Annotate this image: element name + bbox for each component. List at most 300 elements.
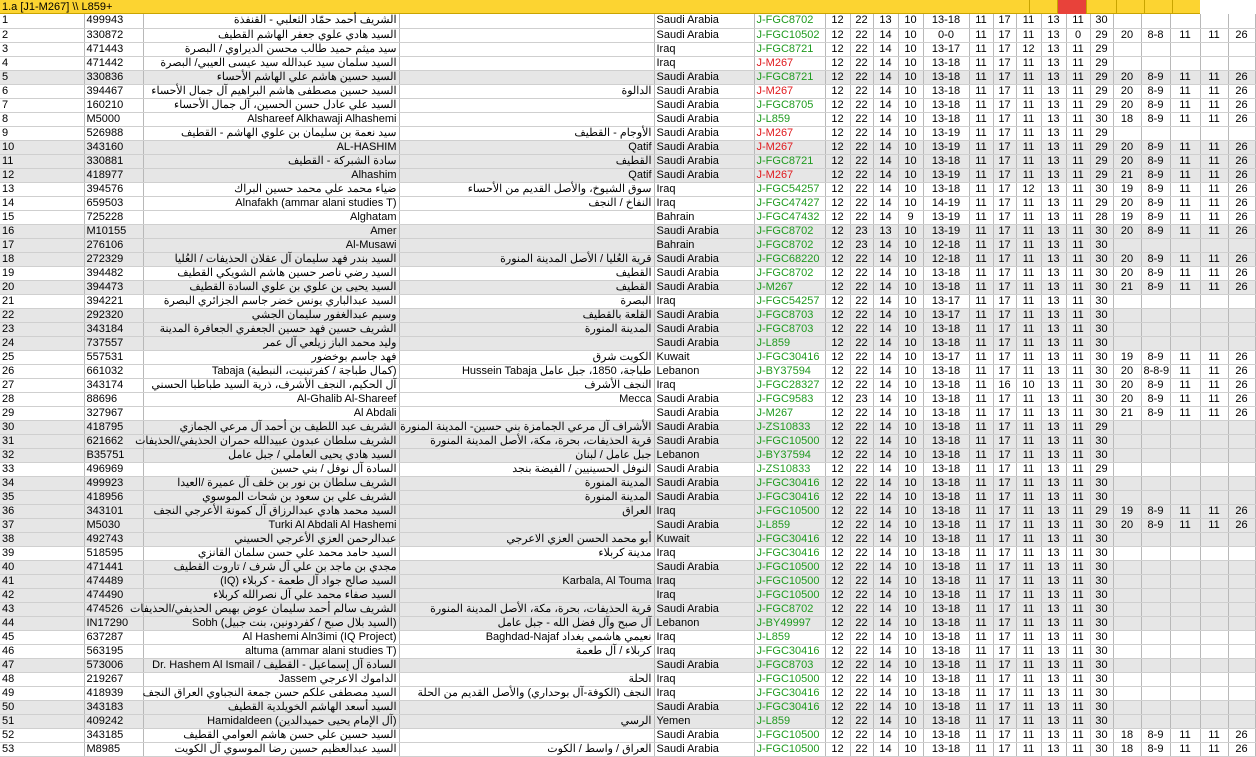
marker-value-cell[interactable]: 11 (969, 294, 993, 308)
marker-value-cell[interactable]: 17 (993, 602, 1016, 616)
marker-value-cell[interactable]: 13-18 (923, 70, 969, 84)
row-number-cell[interactable]: 17 (0, 238, 84, 252)
table-row[interactable] (0, 728, 1255, 742)
marker-value-cell[interactable]: 13 (1041, 546, 1066, 560)
marker-value-cell[interactable]: 14 (873, 308, 898, 322)
marker-value-cell[interactable]: 11 (1200, 140, 1228, 154)
country-cell[interactable]: Saudi Arabia (654, 700, 754, 714)
marker-value-cell[interactable] (1113, 308, 1141, 322)
marker-value-cell[interactable]: 13 (1041, 406, 1066, 420)
marker-value-cell[interactable] (1141, 588, 1170, 602)
table-row[interactable] (0, 140, 1255, 154)
marker-value-cell[interactable] (1113, 546, 1141, 560)
marker-value-cell[interactable]: 11 (1066, 448, 1090, 462)
marker-value-cell[interactable]: 30 (1090, 308, 1113, 322)
marker-value-cell[interactable]: 11 (1170, 280, 1200, 294)
marker-value-cell[interactable]: 11 (1016, 210, 1041, 224)
region-cell[interactable]: القطيف (399, 280, 654, 294)
marker-value-cell[interactable] (1170, 238, 1200, 252)
marker-value-cell[interactable]: 12 (825, 238, 850, 252)
country-cell[interactable]: Lebanon (654, 616, 754, 630)
marker-value-cell[interactable]: 22 (850, 420, 873, 434)
name-cell[interactable]: السيد بندر فهد سليمان آل عقلان الحذيفات / العُليا (143, 252, 399, 266)
marker-value-cell[interactable] (1228, 308, 1255, 322)
marker-value-cell[interactable] (1141, 42, 1170, 56)
marker-value-cell[interactable] (1113, 714, 1141, 728)
marker-value-cell[interactable]: 13 (1041, 336, 1066, 350)
marker-value-cell[interactable]: 22 (850, 700, 873, 714)
row-number-cell[interactable]: 49 (0, 686, 84, 700)
marker-value-cell[interactable]: 29 (1090, 28, 1113, 42)
name-cell[interactable]: Alshareef Alkhawaji Alhashemi (143, 112, 399, 126)
marker-value-cell[interactable]: 20 (1113, 70, 1141, 84)
country-cell[interactable]: Iraq (654, 644, 754, 658)
table-row[interactable] (0, 364, 1255, 378)
marker-value-cell[interactable]: 22 (850, 406, 873, 420)
marker-value-cell[interactable]: 17 (993, 476, 1016, 490)
haplogroup-cell[interactable]: J-FGC8721 (754, 70, 825, 84)
marker-value-cell[interactable]: 11 (969, 84, 993, 98)
marker-value-cell[interactable]: 22 (850, 490, 873, 504)
marker-value-cell[interactable]: 0-0 (923, 28, 969, 42)
name-cell[interactable]: السادة آل إسماعيل - القطيف / Dr. Hashem Al Ismail (143, 658, 399, 672)
marker-value-cell[interactable]: 11 (1066, 686, 1090, 700)
table-row[interactable] (0, 490, 1255, 504)
marker-value-cell[interactable] (1170, 336, 1200, 350)
marker-value-cell[interactable]: 17 (993, 364, 1016, 378)
name-cell[interactable]: السيد يحيى بن علوي بن علوي السادة القطيف (143, 280, 399, 294)
marker-value-cell[interactable]: 18 (1113, 742, 1141, 756)
marker-value-cell[interactable]: 11 (1016, 364, 1041, 378)
row-number-cell[interactable]: 21 (0, 294, 84, 308)
marker-value-cell[interactable]: 20 (1113, 84, 1141, 98)
marker-value-cell[interactable]: 11 (1200, 84, 1228, 98)
table-row[interactable] (0, 280, 1255, 294)
table-row[interactable] (0, 546, 1255, 560)
row-number-cell[interactable]: 24 (0, 336, 84, 350)
marker-value-cell[interactable]: 17 (993, 196, 1016, 210)
row-number-cell[interactable]: 45 (0, 630, 84, 644)
marker-value-cell[interactable]: 11 (1200, 196, 1228, 210)
marker-value-cell[interactable]: 22 (850, 112, 873, 126)
marker-value-cell[interactable]: 13 (1041, 98, 1066, 112)
marker-value-cell[interactable]: 22 (850, 28, 873, 42)
marker-value-cell[interactable]: 13 (1041, 70, 1066, 84)
marker-value-cell[interactable]: 13 (1041, 224, 1066, 238)
haplogroup-cell[interactable]: J-FGC68220 (754, 252, 825, 266)
marker-value-cell[interactable]: 17 (993, 546, 1016, 560)
marker-value-cell[interactable]: 13 (1041, 210, 1066, 224)
table-row[interactable] (0, 602, 1255, 616)
haplogroup-cell[interactable]: J-L859 (754, 630, 825, 644)
name-cell[interactable]: Al-Musawi (143, 238, 399, 252)
table-row[interactable] (0, 84, 1255, 98)
marker-value-cell[interactable]: 17 (993, 434, 1016, 448)
marker-value-cell[interactable]: 13 (1041, 448, 1066, 462)
kit-id-cell[interactable]: 330872 (84, 28, 143, 42)
haplogroup-cell[interactable]: J-FGC8702 (754, 602, 825, 616)
marker-value-cell[interactable] (1200, 700, 1228, 714)
marker-value-cell[interactable] (1113, 588, 1141, 602)
marker-value-cell[interactable]: 12 (1016, 182, 1041, 196)
marker-value-cell[interactable]: 11 (969, 644, 993, 658)
marker-value-cell[interactable]: 22 (850, 42, 873, 56)
marker-value-cell[interactable] (1113, 672, 1141, 686)
country-cell[interactable]: Saudi Arabia (654, 112, 754, 126)
marker-value-cell[interactable] (1170, 420, 1200, 434)
marker-value-cell[interactable]: 10 (898, 42, 923, 56)
region-cell[interactable] (399, 210, 654, 224)
marker-value-cell[interactable]: 13-18 (923, 56, 969, 70)
marker-value-cell[interactable] (1200, 294, 1228, 308)
marker-value-cell[interactable]: 12 (825, 728, 850, 742)
row-number-cell[interactable]: 27 (0, 378, 84, 392)
marker-value-cell[interactable] (1228, 672, 1255, 686)
marker-value-cell[interactable]: 17 (993, 182, 1016, 196)
marker-value-cell[interactable]: 30 (1090, 532, 1113, 546)
marker-value-cell[interactable]: 11 (969, 616, 993, 630)
row-number-cell[interactable]: 34 (0, 476, 84, 490)
marker-value-cell[interactable]: 11 (1170, 392, 1200, 406)
marker-value-cell[interactable] (1170, 560, 1200, 574)
marker-value-cell[interactable]: 22 (850, 182, 873, 196)
haplogroup-cell[interactable]: J-FGC8721 (754, 154, 825, 168)
marker-value-cell[interactable] (1170, 630, 1200, 644)
marker-value-cell[interactable]: 11 (969, 658, 993, 672)
marker-value-cell[interactable]: 13 (1041, 252, 1066, 266)
marker-value-cell[interactable]: 22 (850, 168, 873, 182)
marker-value-cell[interactable]: 11 (1066, 196, 1090, 210)
marker-value-cell[interactable]: 11 (969, 490, 993, 504)
table-row[interactable] (0, 448, 1255, 462)
marker-value-cell[interactable]: 10 (898, 434, 923, 448)
marker-value-cell[interactable]: 22 (850, 126, 873, 140)
marker-value-cell[interactable]: 13 (1041, 392, 1066, 406)
haplogroup-cell[interactable]: J-FGC30416 (754, 686, 825, 700)
marker-value-cell[interactable]: 26 (1228, 70, 1255, 84)
marker-value-cell[interactable]: 13-18 (923, 742, 969, 756)
marker-value-cell[interactable]: 11 (1016, 238, 1041, 252)
marker-value-cell[interactable] (1141, 448, 1170, 462)
marker-value-cell[interactable] (1170, 602, 1200, 616)
marker-value-cell[interactable]: 12 (825, 588, 850, 602)
marker-value-cell[interactable] (1141, 420, 1170, 434)
marker-value-cell[interactable]: 11 (1066, 616, 1090, 630)
marker-value-cell[interactable] (1228, 700, 1255, 714)
marker-value-cell[interactable]: 11 (1016, 728, 1041, 742)
marker-value-cell[interactable] (1170, 686, 1200, 700)
marker-value-cell[interactable]: 11 (1066, 672, 1090, 686)
region-cell[interactable] (399, 28, 654, 42)
marker-value-cell[interactable]: 30 (1090, 672, 1113, 686)
row-number-cell[interactable]: 26 (0, 364, 84, 378)
marker-value-cell[interactable]: 10 (898, 532, 923, 546)
name-cell[interactable]: السيد مصطفى علكم حسن جمعة النجباوي العراق النجف (143, 686, 399, 700)
marker-value-cell[interactable]: 11 (1016, 154, 1041, 168)
marker-value-cell[interactable] (1200, 616, 1228, 630)
marker-value-cell[interactable]: 13-18 (923, 84, 969, 98)
marker-value-cell[interactable] (1170, 700, 1200, 714)
marker-value-cell[interactable]: 11 (969, 560, 993, 574)
marker-value-cell[interactable]: 13 (1041, 308, 1066, 322)
marker-value-cell[interactable]: 14 (873, 378, 898, 392)
kit-id-cell[interactable]: 637287 (84, 630, 143, 644)
marker-value-cell[interactable] (1228, 658, 1255, 672)
marker-value-cell[interactable]: 30 (1090, 238, 1113, 252)
marker-value-cell[interactable]: 22 (850, 672, 873, 686)
marker-value-cell[interactable] (1228, 462, 1255, 476)
region-cell[interactable]: النوفل الحسينيين / الفيضة بنجد (399, 462, 654, 476)
region-cell[interactable] (399, 728, 654, 742)
marker-value-cell[interactable]: 13 (1041, 476, 1066, 490)
marker-value-cell[interactable]: 29 (1090, 42, 1113, 56)
marker-value-cell[interactable]: 22 (850, 504, 873, 518)
region-cell[interactable] (399, 70, 654, 84)
marker-value-cell[interactable]: 10 (898, 462, 923, 476)
region-cell[interactable]: قرية الحذيفات، بحرة، مكة، الأصل المدينة المنورة (399, 602, 654, 616)
row-number-cell[interactable]: 51 (0, 714, 84, 728)
marker-value-cell[interactable]: 14 (873, 126, 898, 140)
marker-value-cell[interactable]: 17 (993, 154, 1016, 168)
haplogroup-cell[interactable]: J-FGC10500 (754, 588, 825, 602)
marker-value-cell[interactable]: 17 (993, 336, 1016, 350)
country-cell[interactable]: Bahrain (654, 238, 754, 252)
marker-value-cell[interactable]: 11 (1200, 98, 1228, 112)
row-number-cell[interactable]: 28 (0, 392, 84, 406)
table-row[interactable] (0, 308, 1255, 322)
marker-value-cell[interactable]: 30 (1090, 742, 1113, 756)
marker-value-cell[interactable]: 11 (1200, 364, 1228, 378)
marker-value-cell[interactable]: 17 (993, 168, 1016, 182)
marker-value-cell[interactable]: 12 (825, 616, 850, 630)
marker-value-cell[interactable]: 11 (969, 588, 993, 602)
marker-value-cell[interactable] (1228, 322, 1255, 336)
marker-value-cell[interactable]: 11 (1200, 350, 1228, 364)
marker-value-cell[interactable]: 11 (969, 602, 993, 616)
marker-value-cell[interactable]: 11 (1066, 98, 1090, 112)
marker-value-cell[interactable]: 14 (873, 532, 898, 546)
name-cell[interactable]: Al-Ghalib Al-Shareef (143, 392, 399, 406)
marker-value-cell[interactable] (1228, 714, 1255, 728)
marker-value-cell[interactable] (1141, 462, 1170, 476)
marker-value-cell[interactable]: 11 (1066, 112, 1090, 126)
marker-value-cell[interactable]: 13 (1041, 560, 1066, 574)
marker-value-cell[interactable]: 11 (1016, 714, 1041, 728)
marker-value-cell[interactable]: 11 (1170, 266, 1200, 280)
marker-value-cell[interactable]: 13-18 (923, 182, 969, 196)
marker-value-cell[interactable]: 30 (1090, 476, 1113, 490)
row-number-cell[interactable]: 19 (0, 266, 84, 280)
haplogroup-cell[interactable]: J-FGC30416 (754, 476, 825, 490)
marker-value-cell[interactable]: 13-18 (923, 112, 969, 126)
marker-value-cell[interactable]: 14 (873, 210, 898, 224)
marker-value-cell[interactable]: 30 (1090, 644, 1113, 658)
marker-value-cell[interactable] (1141, 644, 1170, 658)
marker-value-cell[interactable] (1200, 462, 1228, 476)
marker-value-cell[interactable] (1200, 560, 1228, 574)
marker-value-cell[interactable]: 30 (1090, 574, 1113, 588)
marker-value-cell[interactable]: 17 (993, 504, 1016, 518)
kit-id-cell[interactable]: 659503 (84, 196, 143, 210)
marker-value-cell[interactable]: 17 (993, 420, 1016, 434)
marker-value-cell[interactable]: 14 (873, 406, 898, 420)
marker-value-cell[interactable]: 22 (850, 252, 873, 266)
table-row[interactable] (0, 630, 1255, 644)
marker-value-cell[interactable]: 11 (1016, 224, 1041, 238)
region-cell[interactable] (399, 588, 654, 602)
region-cell[interactable]: القلعة بالقطيف (399, 308, 654, 322)
marker-value-cell[interactable]: 22 (850, 742, 873, 756)
marker-value-cell[interactable] (1141, 532, 1170, 546)
marker-value-cell[interactable]: 11 (1016, 420, 1041, 434)
table-row[interactable] (0, 42, 1255, 56)
marker-value-cell[interactable]: 22 (850, 336, 873, 350)
marker-value-cell[interactable]: 11 (969, 378, 993, 392)
marker-value-cell[interactable]: 13 (1041, 154, 1066, 168)
marker-value-cell[interactable]: 17 (993, 224, 1016, 238)
marker-value-cell[interactable] (1141, 434, 1170, 448)
marker-value-cell[interactable]: 30 (1090, 364, 1113, 378)
marker-value-cell[interactable]: 14 (873, 672, 898, 686)
region-cell[interactable]: الرسي (399, 714, 654, 728)
marker-value-cell[interactable]: 10 (898, 616, 923, 630)
name-cell[interactable]: altuma (ammar alani studies T) (143, 644, 399, 658)
haplogroup-cell[interactable]: J-BY49997 (754, 616, 825, 630)
marker-value-cell[interactable]: 17 (993, 700, 1016, 714)
haplogroup-cell[interactable]: J-M267 (754, 126, 825, 140)
table-row[interactable] (0, 322, 1255, 336)
marker-value-cell[interactable] (1200, 42, 1228, 56)
country-cell[interactable]: Saudi Arabia (654, 434, 754, 448)
country-cell[interactable]: Lebanon (654, 364, 754, 378)
marker-value-cell[interactable]: 22 (850, 560, 873, 574)
marker-value-cell[interactable]: 11 (969, 28, 993, 42)
marker-value-cell[interactable] (1228, 490, 1255, 504)
name-cell[interactable]: السيد صالح جواد آل طعمة - كربلاء (IQ) (143, 574, 399, 588)
marker-value-cell[interactable]: 13-18 (923, 420, 969, 434)
marker-value-cell[interactable]: 12 (825, 364, 850, 378)
marker-value-cell[interactable]: 9 (898, 210, 923, 224)
marker-value-cell[interactable]: 18 (1113, 112, 1141, 126)
marker-value-cell[interactable]: 13 (1041, 322, 1066, 336)
marker-value-cell[interactable]: 12 (825, 266, 850, 280)
marker-value-cell[interactable]: 30 (1090, 336, 1113, 350)
marker-value-cell[interactable]: 26 (1228, 112, 1255, 126)
marker-value-cell[interactable]: 10 (898, 364, 923, 378)
marker-value-cell[interactable]: 30 (1090, 616, 1113, 630)
region-cell[interactable]: البصرة (399, 294, 654, 308)
region-cell[interactable]: الأوجام - القطيف (399, 126, 654, 140)
marker-value-cell[interactable]: 12 (825, 532, 850, 546)
marker-value-cell[interactable]: 12 (825, 98, 850, 112)
marker-value-cell[interactable]: 11 (1200, 378, 1228, 392)
marker-value-cell[interactable]: 17 (993, 98, 1016, 112)
marker-value-cell[interactable]: 22 (850, 350, 873, 364)
marker-value-cell[interactable]: 10 (898, 672, 923, 686)
marker-value-cell[interactable]: 11 (1170, 70, 1200, 84)
marker-value-cell[interactable]: 12 (825, 574, 850, 588)
marker-value-cell[interactable]: 11 (1016, 126, 1041, 140)
marker-value-cell[interactable]: 22 (850, 140, 873, 154)
marker-value-cell[interactable]: 13 (1041, 644, 1066, 658)
marker-value-cell[interactable]: 11 (969, 224, 993, 238)
marker-value-cell[interactable]: 14 (873, 84, 898, 98)
marker-value-cell[interactable]: 11 (1066, 644, 1090, 658)
marker-value-cell[interactable]: 30 (1090, 266, 1113, 280)
haplogroup-cell[interactable]: J-FGC10500 (754, 742, 825, 756)
region-cell[interactable]: جبل عامل / لبنان (399, 448, 654, 462)
row-number-cell[interactable]: 6 (0, 84, 84, 98)
marker-value-cell[interactable] (1228, 560, 1255, 574)
marker-value-cell[interactable]: 13 (1041, 350, 1066, 364)
marker-value-cell[interactable]: 10 (898, 518, 923, 532)
marker-value-cell[interactable]: 30 (1090, 700, 1113, 714)
marker-value-cell[interactable]: 17 (993, 448, 1016, 462)
marker-value-cell[interactable]: 11 (1016, 434, 1041, 448)
name-cell[interactable]: Alhashim (143, 168, 399, 182)
region-cell[interactable] (399, 238, 654, 252)
kit-id-cell[interactable]: 418939 (84, 686, 143, 700)
marker-value-cell[interactable]: 8-9 (1141, 350, 1170, 364)
marker-value-cell[interactable]: 14 (873, 70, 898, 84)
marker-value-cell[interactable]: 13 (873, 14, 898, 28)
marker-value-cell[interactable]: 14 (873, 280, 898, 294)
marker-value-cell[interactable]: 12 (825, 224, 850, 238)
marker-value-cell[interactable]: 26 (1228, 168, 1255, 182)
marker-value-cell[interactable] (1200, 14, 1228, 28)
marker-value-cell[interactable] (1170, 308, 1200, 322)
marker-value-cell[interactable] (1113, 658, 1141, 672)
marker-value-cell[interactable]: 11 (1066, 182, 1090, 196)
marker-value-cell[interactable]: 17 (993, 280, 1016, 294)
marker-value-cell[interactable]: 11 (1170, 350, 1200, 364)
marker-value-cell[interactable]: 14 (873, 546, 898, 560)
haplogroup-cell[interactable]: J-FGC10500 (754, 560, 825, 574)
marker-value-cell[interactable]: 8-9 (1141, 154, 1170, 168)
marker-value-cell[interactable] (1141, 546, 1170, 560)
marker-value-cell[interactable]: 12 (825, 546, 850, 560)
marker-value-cell[interactable] (1200, 308, 1228, 322)
marker-value-cell[interactable] (1141, 238, 1170, 252)
kit-id-cell[interactable]: 343160 (84, 140, 143, 154)
marker-value-cell[interactable]: 11 (969, 266, 993, 280)
marker-value-cell[interactable] (1113, 686, 1141, 700)
name-cell[interactable]: سيد ميثم حميد طالب محسن الديراوي / البصرة (143, 42, 399, 56)
region-cell[interactable] (399, 336, 654, 350)
marker-value-cell[interactable]: 11 (1016, 490, 1041, 504)
marker-value-cell[interactable]: 11 (1016, 14, 1041, 28)
table-row[interactable] (0, 672, 1255, 686)
marker-value-cell[interactable]: 10 (898, 728, 923, 742)
row-number-cell[interactable]: 46 (0, 644, 84, 658)
marker-value-cell[interactable]: 12 (825, 182, 850, 196)
marker-value-cell[interactable]: 13 (1041, 28, 1066, 42)
region-cell[interactable]: Qatif (399, 168, 654, 182)
haplogroup-cell[interactable]: J-FGC10500 (754, 672, 825, 686)
marker-value-cell[interactable]: 13 (1041, 588, 1066, 602)
marker-value-cell[interactable]: 10 (898, 574, 923, 588)
marker-value-cell[interactable] (1170, 448, 1200, 462)
name-cell[interactable]: الشريف حسين فهد حسين الجعفري الجعافرة المدينة (143, 322, 399, 336)
marker-value-cell[interactable]: 10 (898, 714, 923, 728)
country-cell[interactable]: Saudi Arabia (654, 336, 754, 350)
marker-value-cell[interactable]: 13-18 (923, 434, 969, 448)
haplogroup-cell[interactable]: J-FGC30416 (754, 490, 825, 504)
marker-value-cell[interactable]: 12 (825, 742, 850, 756)
marker-value-cell[interactable]: 12-18 (923, 238, 969, 252)
marker-value-cell[interactable]: 20 (1113, 266, 1141, 280)
marker-value-cell[interactable] (1200, 714, 1228, 728)
